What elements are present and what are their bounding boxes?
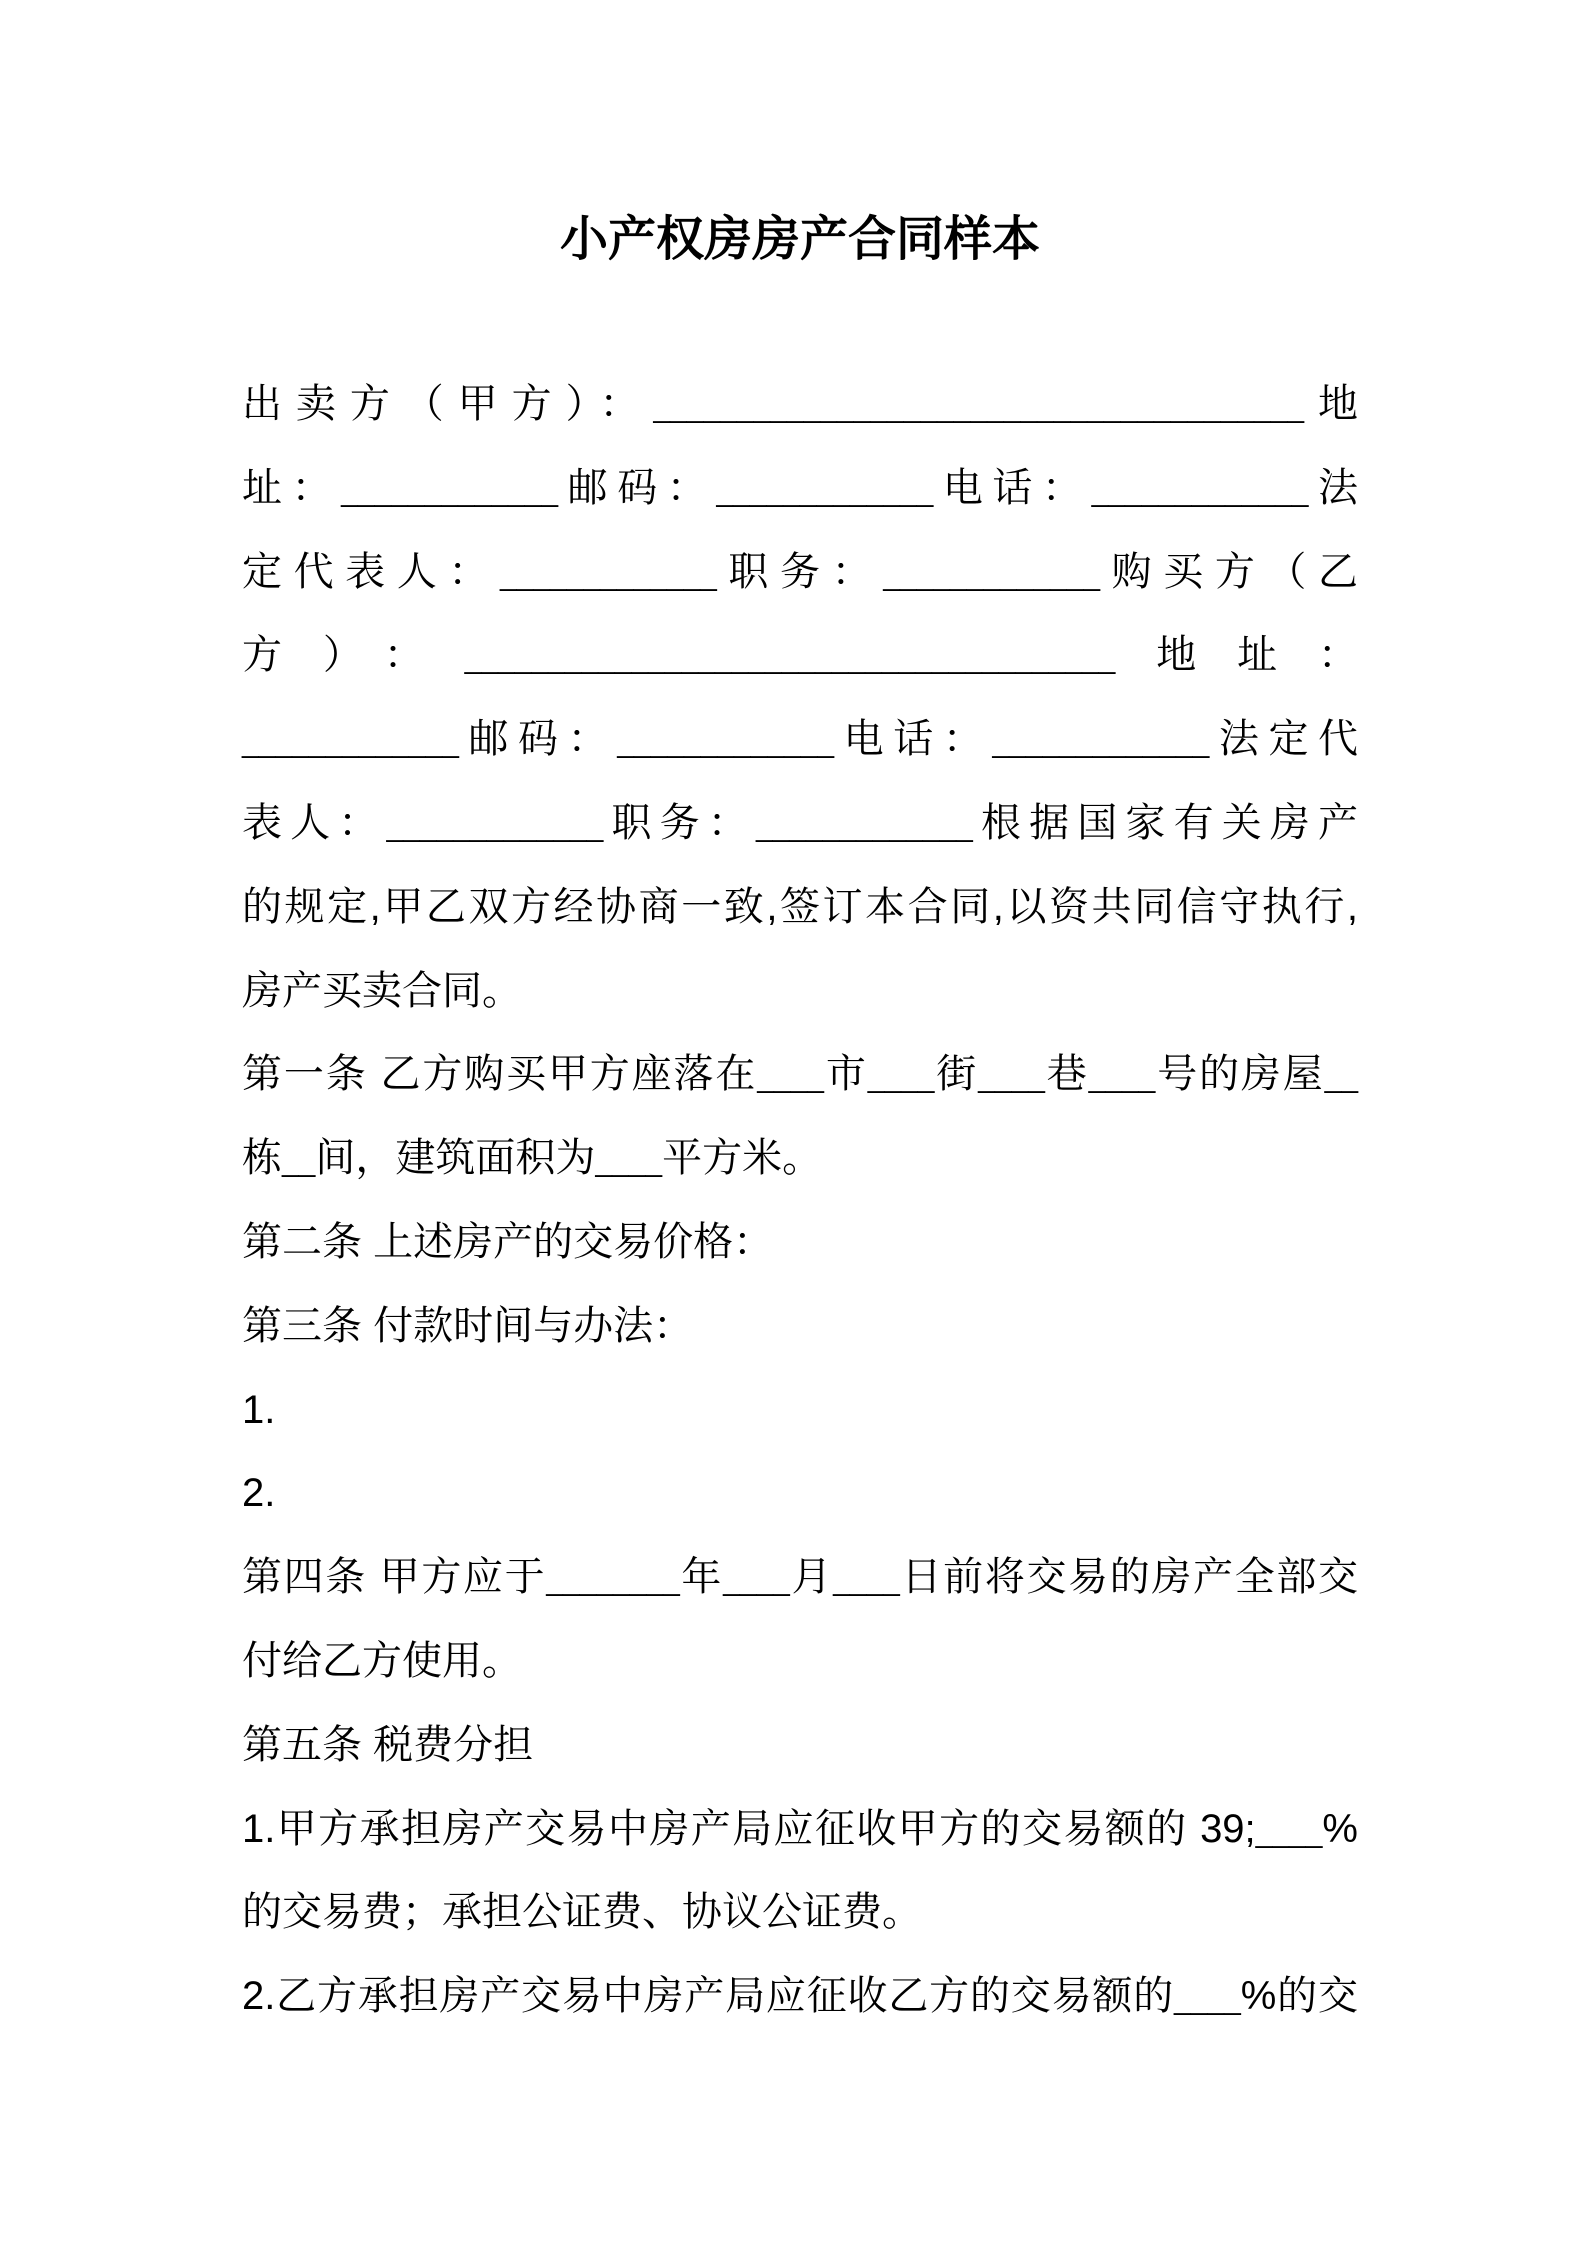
- street-blank: ____: [867, 1061, 935, 1095]
- buyer-address-blank: _____________: [242, 726, 459, 760]
- room-unit-label: 间，建筑面积为: [315, 1136, 596, 1181]
- seller-address-blank: _____________: [341, 474, 559, 508]
- contract-body: [242, 363, 1358, 2039]
- article-4-line-2: [242, 1620, 1358, 1704]
- buyer-tax-line-1: [242, 1955, 1358, 2039]
- list-item-number: 2.: [242, 1471, 276, 1516]
- seller-postcode-label: 邮码：: [558, 465, 717, 510]
- buyer-legal-rep-label-cont: 表人：: [242, 800, 387, 845]
- city-label: 市: [823, 1052, 868, 1097]
- article-3-text: 第三条 付款时间与办法：: [242, 1303, 694, 1348]
- parties-line-1: [242, 363, 1358, 447]
- buyer-phone-label: 电话：: [834, 717, 993, 762]
- parties-paragraph: [242, 363, 1358, 1033]
- buyer-postcode-blank: _____________: [617, 726, 835, 760]
- document-title: 小产权房房产合同样本: [559, 213, 1040, 266]
- seller-name-blank: _______________________________________: [653, 391, 1305, 424]
- article-1-text: 第一条 乙方购买甲方座落在: [242, 1052, 758, 1097]
- seller-legal-rep-label: 法: [1308, 465, 1359, 510]
- room-count-blank: __: [282, 1145, 316, 1179]
- article-3-heading: [242, 1285, 1358, 1369]
- buyer-phone-blank: _____________: [992, 726, 1210, 760]
- buyer-legal-rep-label: 法定代: [1209, 717, 1359, 762]
- article-1-line-1: [242, 1033, 1358, 1117]
- preamble-text: 根据国家有关房产: [972, 800, 1359, 845]
- article-2: [242, 1201, 1358, 1285]
- seller-tax-line-2: [242, 1871, 1358, 1955]
- lane-label: 巷: [1044, 1052, 1089, 1097]
- seller-fee-percent-blank: ____: [1255, 1815, 1323, 1849]
- buyer-position-label: 职务：: [603, 800, 756, 845]
- month-label: 月: [789, 1555, 834, 1600]
- article-3: [242, 1285, 1358, 1536]
- article-1: [242, 1033, 1358, 1201]
- seller-phone-blank: _____________: [1091, 474, 1309, 508]
- parties-line-4: [242, 614, 1358, 698]
- seller-label: 出卖方（甲方）：: [242, 382, 654, 426]
- parties-line-8: [242, 950, 1358, 1034]
- article-4-text-cont: 付给乙方使用。: [242, 1638, 522, 1683]
- buyer-address-label: 地址：: [1115, 633, 1359, 678]
- buyer-label: 购买方（乙: [1100, 549, 1359, 594]
- house-number-label: 号的房屋: [1155, 1052, 1325, 1097]
- building-count-blank: __: [1324, 1061, 1359, 1095]
- percent-sign: %: [1322, 1806, 1358, 1851]
- article-4: [242, 1536, 1358, 1704]
- parties-line-5: [242, 698, 1358, 782]
- article-4-text-cont: 日前将交易的房产全部交: [899, 1555, 1358, 1600]
- floor-area-blank: ____: [595, 1145, 663, 1179]
- list-item: [242, 1369, 1358, 1453]
- year-blank: ________: [546, 1564, 680, 1598]
- seller-tax-text: 1.甲方承担房产交易中房产局应征收甲方的交易额的 39;: [242, 1806, 1256, 1851]
- seller-tax-line-1: [242, 1788, 1358, 1872]
- buyer-fee-percent-blank: ____: [1174, 1983, 1241, 2017]
- building-unit-label: 栋: [242, 1136, 282, 1181]
- parties-line-6: [242, 782, 1358, 866]
- article-5-text: 第五条 税费分担: [242, 1722, 534, 1767]
- article-4-text: 第四条 甲方应于: [242, 1555, 547, 1600]
- lane-blank: ____: [978, 1061, 1045, 1095]
- area-unit-label: 平方米。: [662, 1136, 823, 1181]
- buyer-tax-text-cont: %的交: [1240, 1974, 1358, 2019]
- preamble-text: 的规定,甲乙双方经协商一致,签订本合同,以资共同信守执行,: [242, 884, 1358, 929]
- year-label: 年: [679, 1555, 724, 1600]
- buyer-legal-rep-blank: _____________: [386, 809, 604, 843]
- seller-address-label: 地: [1304, 382, 1358, 426]
- article-5: [242, 1704, 1358, 2039]
- article-2-text: 第二条 上述房产的交易价格：: [242, 1219, 774, 1264]
- seller-postcode-blank: _____________: [716, 474, 934, 508]
- month-blank: ____: [723, 1564, 790, 1598]
- buyer-position-blank: _____________: [755, 809, 973, 843]
- seller-legal-rep-label-cont: 定代表人：: [242, 549, 500, 594]
- article-1-line-2: [242, 1117, 1358, 1201]
- article-4-line-1: [242, 1536, 1358, 1620]
- street-label: 街: [934, 1052, 979, 1097]
- seller-position-label: 职务：: [716, 549, 884, 594]
- buyer-label-cont: 方）：: [242, 633, 465, 678]
- buyer-tax-text: 2.乙方承担房产交易中房产局应征收乙方的交易额的: [242, 1974, 1175, 2019]
- buyer-postcode-label: 邮码：: [458, 717, 618, 762]
- seller-phone-label: 电话：: [933, 465, 1092, 510]
- city-blank: ____: [757, 1061, 824, 1095]
- house-number-blank: ____: [1088, 1061, 1156, 1095]
- seller-address-label-cont: 址：: [242, 465, 342, 510]
- seller-position-blank: _____________: [883, 558, 1101, 592]
- parties-line-3: [242, 531, 1358, 615]
- article-5-heading: [242, 1704, 1358, 1788]
- preamble-text: 房产买卖合同。: [242, 968, 522, 1013]
- day-blank: ____: [833, 1564, 900, 1598]
- seller-legal-rep-blank: _____________: [499, 558, 717, 592]
- seller-tax-text-cont: 的交易费；承担公证费、协议公证费。: [242, 1890, 922, 1935]
- parties-line-7: [242, 866, 1358, 950]
- parties-line-2: [242, 447, 1358, 531]
- list-item-number: 1.: [242, 1387, 276, 1432]
- buyer-name-blank: _______________________________________: [464, 642, 1116, 676]
- list-item: [242, 1452, 1358, 1536]
- article-2-line: [242, 1201, 1358, 1285]
